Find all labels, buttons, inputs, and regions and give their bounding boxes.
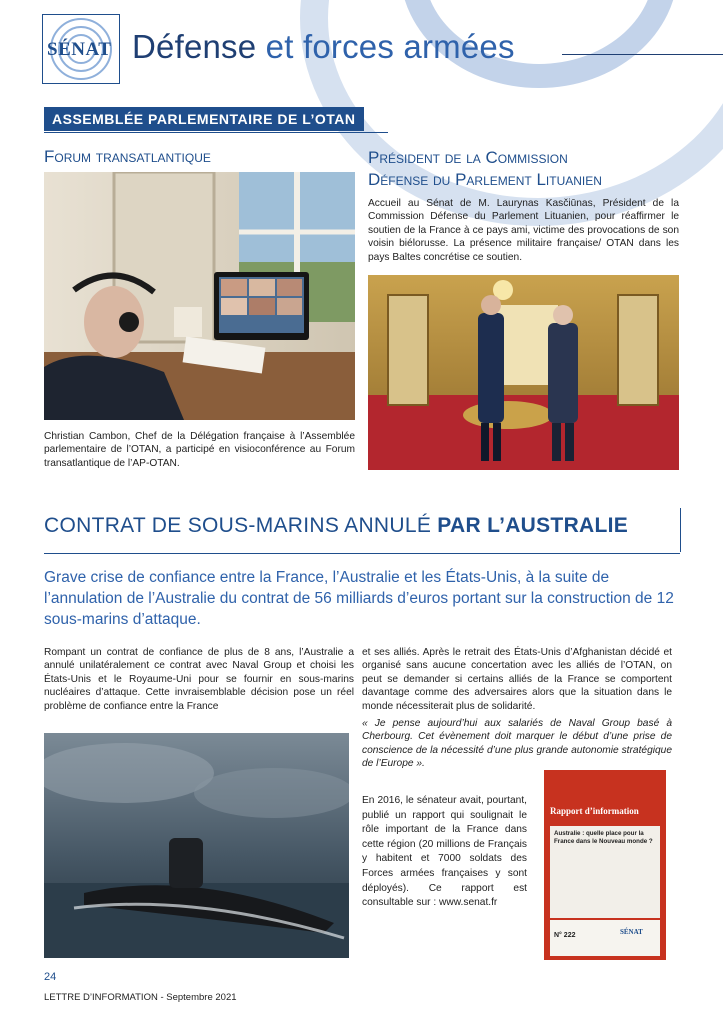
page-title-part1: Défense (132, 28, 257, 65)
title-rule (562, 54, 723, 55)
report-cover-logo: SÉNAT (620, 928, 643, 936)
forum-photo (44, 172, 355, 420)
contrat-heading-bold: PAR L’AUSTRALIE (437, 514, 629, 537)
footer-publication: LETTRE D’INFORMATION - Septembre 2021 (44, 992, 237, 1003)
contrat-heading (44, 514, 628, 538)
contrat-col1: Rompant un contrat de confiance de plus de 8 ans, l’Australie a annulé unilatéralement ce contrat avec Naval Group et choisi les États-Unis et le Royaume-Uni pour se fournir en sous-marins nucléaires d’attaque. Cette invraisemblable décision pose un réel problème de confiance entre la France (44, 647, 354, 712)
contrat-quote (362, 717, 672, 771)
page-title (132, 28, 515, 66)
contrat-quote-text: « Je pense aujourd’hui aux salariés de Naval Group basé à Cherbourg. Cet évènement doit marquer le début d’une prise de conscience de la nécessité d’une plus grande autonomie stratégique de l’Europe ». (362, 718, 672, 770)
president-heading (368, 147, 698, 191)
president-heading-line1: Président de la Commission (368, 148, 568, 167)
senate-hall-illustration (368, 275, 679, 470)
contrat-heading-regular: CONTRAT DE SOUS-MARINS ANNULÉ (44, 514, 438, 537)
forum-caption: Christian Cambon, Chef de la Délégation française à l’Assemblée parlementaire de l’OTAN, a participé en visioconférence au Forum transatlantique de l’AP-OTAN. (44, 431, 355, 469)
report-text: En 2016, le sénateur avait, pourtant, publié un rapport qui soulignait le rôle important de la France dans cette région (20 millions de Français y habitent et 7000 soldats des Forces armées françaises y sont déployés). Ce rapport est consultable sur : www.senat.fr (362, 795, 527, 909)
contrat-vertical-rule (680, 508, 681, 552)
contrat-rule (44, 553, 680, 554)
report-cover-title: Rapport d’information (550, 806, 639, 816)
report-cover-panel (550, 826, 660, 918)
forum-heading: Forum transatlantique (44, 147, 211, 166)
report-cover (544, 770, 666, 960)
president-heading-line2: Défense du Parlement Lituanien (368, 170, 602, 189)
submarine-illustration (44, 733, 349, 958)
contrat-lead: Grave crise de confiance entre la France, l’Australie et les États-Unis, à la suite de l’annulation de l’Australie du contrat de 56 milliards d’euros portant sur la construction de 12 sous-marins d’attaque. (44, 569, 674, 628)
section-label: ASSEMBLÉE PARLEMENTAIRE DE L’OTAN (44, 107, 364, 131)
president-text: Accueil au Sénat de M. Laurynas Kasčiūnas, Président de la Commission Défense du Parlement Lituanien, pour réaffirmer le soutien de la France à ce pays ami, victime des provocations de son voisin biélorusse. La présence militaire française/ OTAN dans les pays Baltes concrétise ce soutien. (368, 198, 679, 263)
logo-text: SÉNAT (47, 39, 112, 60)
report-cover-subtitle: Australie : quelle place pour la France dans le Nouveau monde ? (554, 830, 653, 845)
section-rule (44, 132, 388, 133)
videoconference-illustration (44, 172, 355, 420)
senate-hall-photo (368, 275, 679, 470)
contrat-col2: et ses alliés. Après le retrait des États-Unis d’Afghanistan décidé et organisé sans aucune concertation avec les alliés de l’OTAN, on peut se demander si certains alliés de la France se comportent davantage comme des adversaires alors que la situation dans le monde nécessiterait plus de solidarité. (362, 647, 672, 712)
submarine-photo (44, 733, 349, 958)
page-title-part2: et forces armées (256, 28, 515, 65)
report-cover-number: N° 222 (554, 932, 576, 939)
report-cover-bottom (550, 920, 660, 956)
page-number: 24 (44, 971, 57, 983)
senat-logo (42, 14, 120, 84)
